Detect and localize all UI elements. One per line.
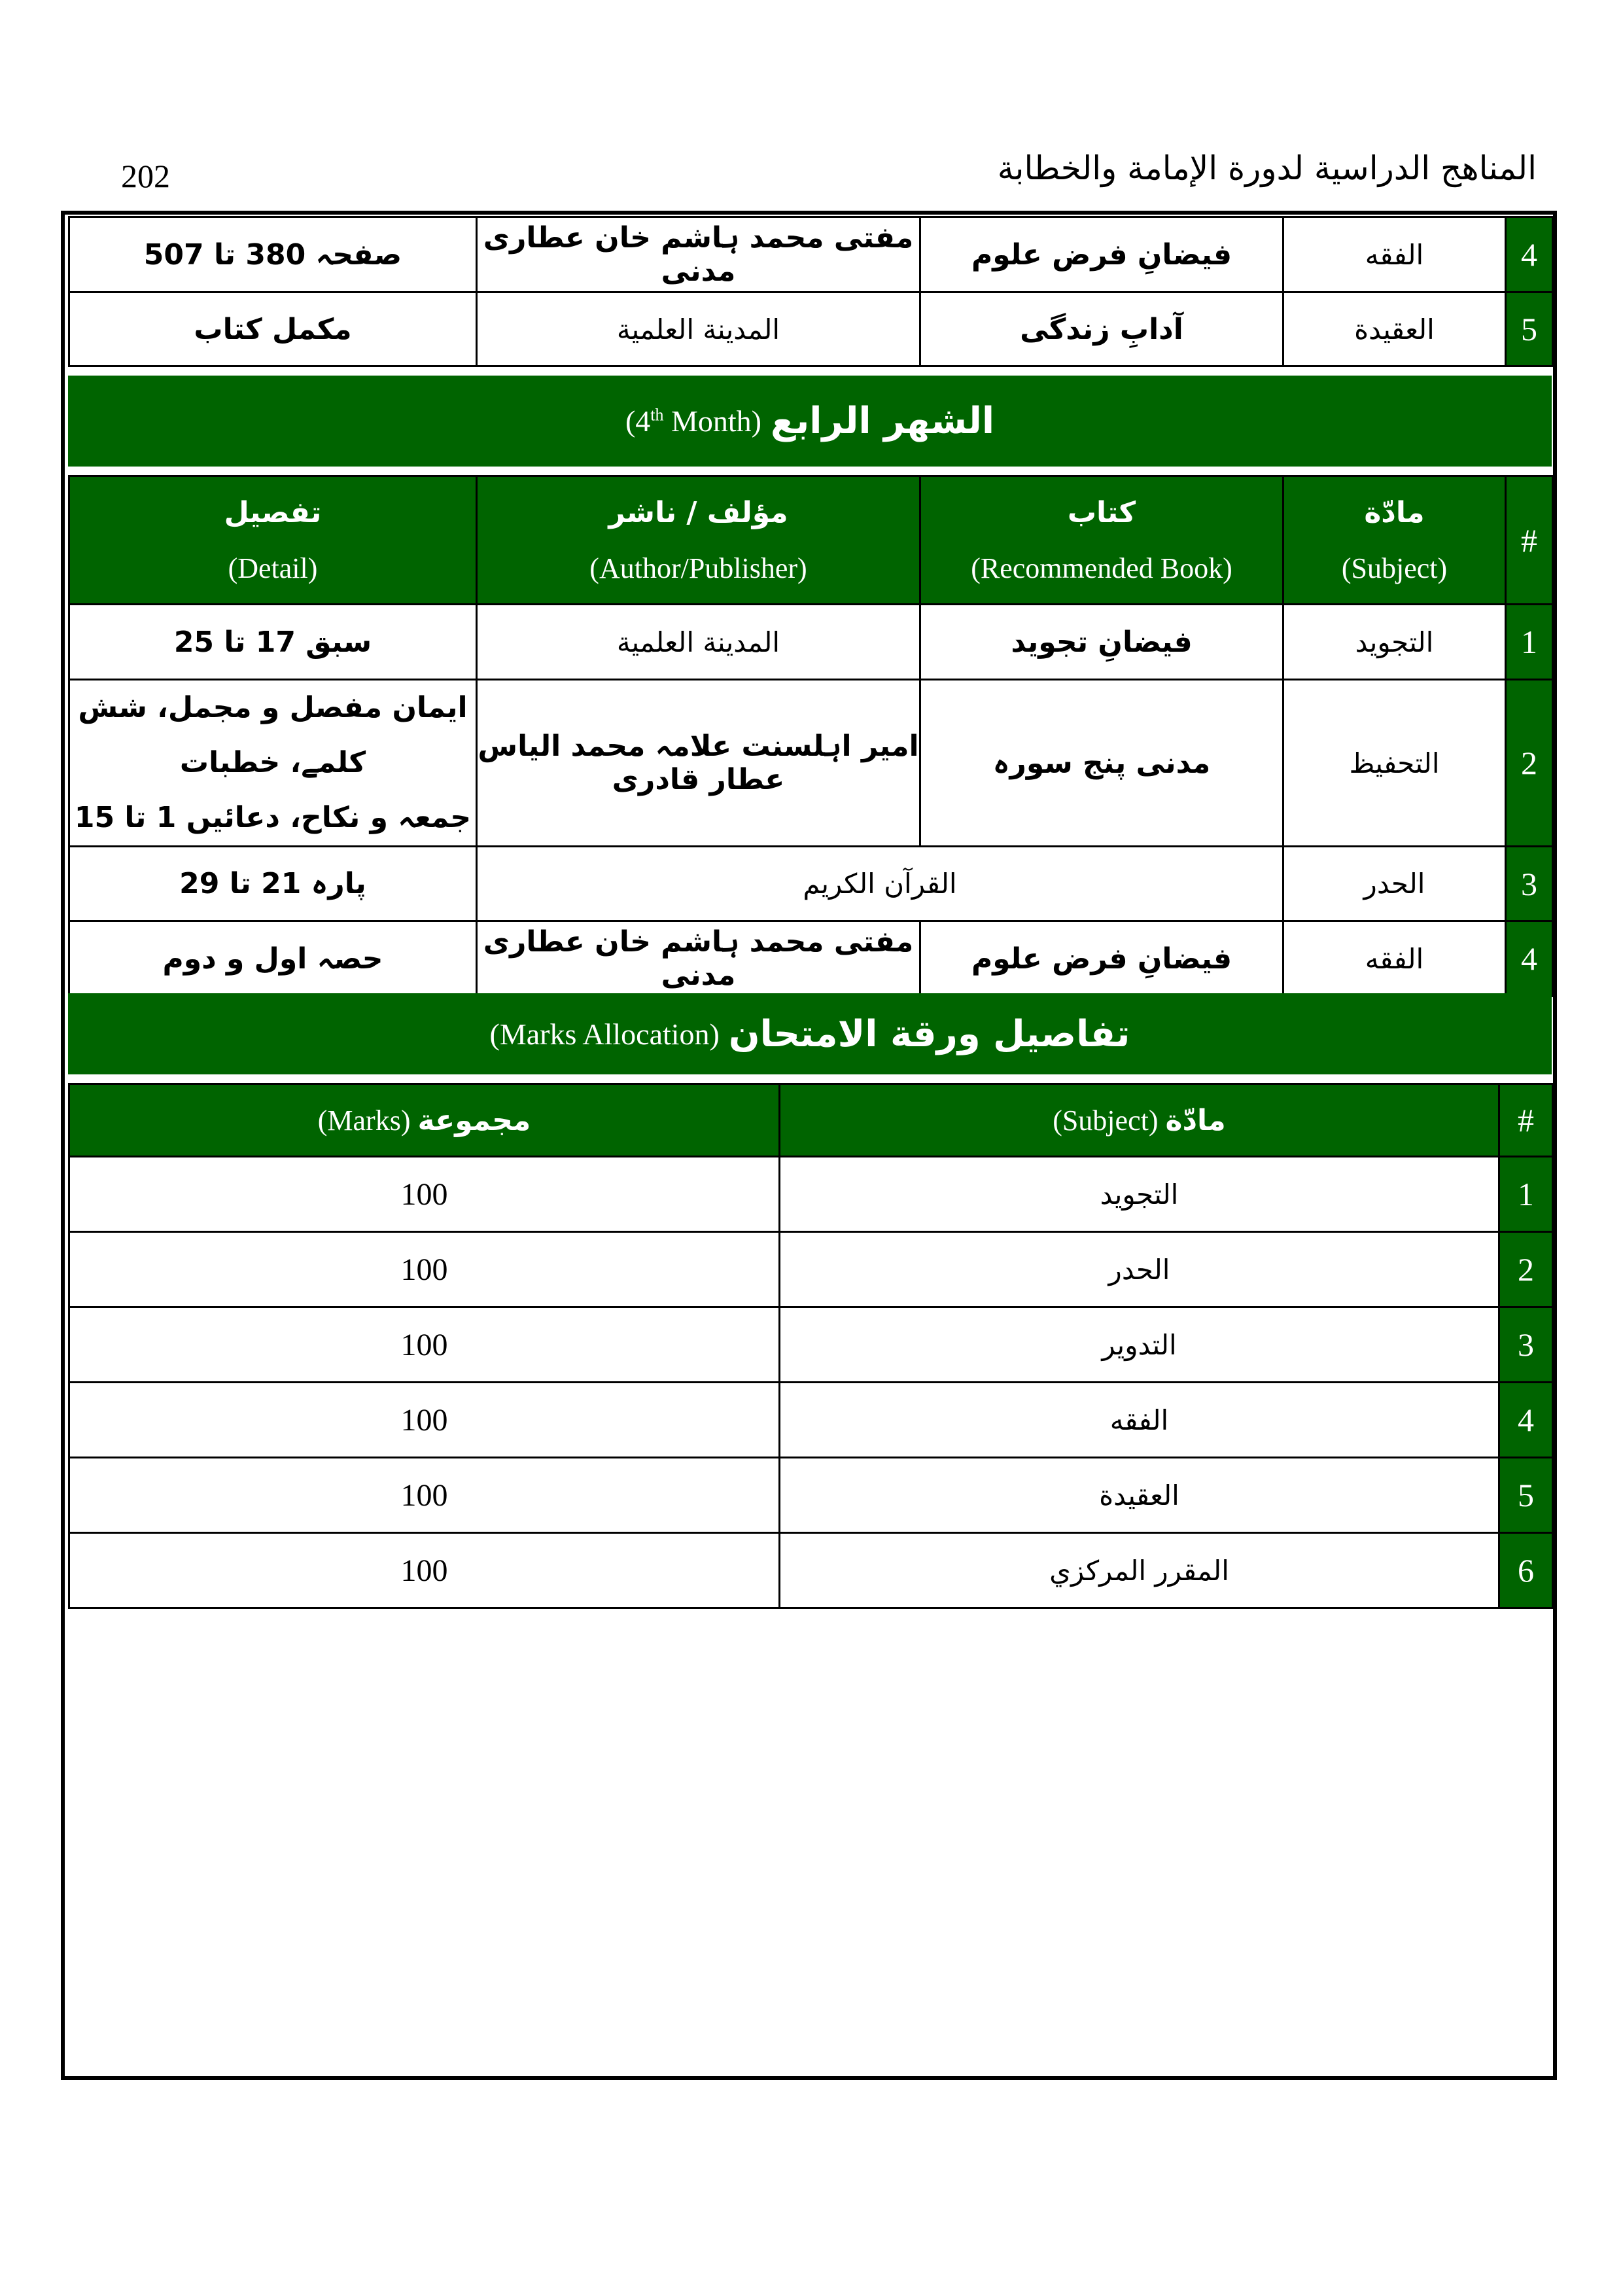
book-cell: مدنی پنج سورہ [920,680,1283,847]
marks-cell: 100 [69,1157,780,1232]
table-row [69,1232,1553,1307]
table-row [69,921,1553,997]
header-detail: تفصيل (Detail) [69,476,477,605]
subject-cell: العقيدة [780,1458,1499,1533]
table-row [69,680,1553,847]
subject-cell: الفقه [1283,217,1506,292]
book-cell: فیضانِ فرض علوم [920,217,1283,292]
book-author-merged-cell: القرآن الكريم [477,847,1283,921]
book-cell: فیضانِ تجوید [920,605,1283,680]
author-cell: مفتی محمد ہاشم خان عطاری مدنی [477,921,920,997]
marks-banner-arabic: تفاصيل ورقة الامتحان [728,1012,1130,1055]
table-row [69,292,1553,366]
subject-cell: العقيدة [1283,292,1506,366]
month-banner-english: (4th Month) [625,404,761,438]
month-banner-arabic: الشهر الرابع [771,400,995,442]
row-number: 5 [1499,1458,1553,1533]
author-cell: امیر اہلسنت علامہ محمد الیاس عطار قادری [477,680,920,847]
row-number: 3 [1499,1307,1553,1383]
table-row [69,1533,1553,1608]
marks-cell: 100 [69,1533,780,1608]
header-number: # [1499,1084,1553,1157]
header-row [69,476,1553,605]
subject-cell: الحدر [1283,847,1506,921]
page-number: 202 [121,158,170,194]
month4-table [68,475,1554,997]
author-cell: المدينة العلمية [477,292,920,366]
author-cell: مفتی محمد ہاشم خان عطاری مدنی [477,217,920,292]
detail-cell: مکمل کتاب [69,292,477,366]
header-author: مؤلف / ناشر (Author/Publisher) [477,476,920,605]
detail-line: جمعہ و نکاح، دعائیں 1 تا 15 [74,801,472,834]
running-head: المناهج الدراسية لدورة الإمامة والخطابة [997,149,1537,187]
row-number: 5 [1506,292,1553,366]
row-number: 2 [1506,680,1553,847]
table-row [69,1383,1553,1458]
detail-cell: پارہ 21 تا 29 [69,847,477,921]
header-book: كتاب (Recommended Book) [920,476,1283,605]
subject-cell: المقرر المركزي [780,1533,1499,1608]
detail-cell: حصہ اول و دوم [69,921,477,997]
marks-cell: 100 [69,1458,780,1533]
month-banner [68,376,1552,467]
header-marks: (Marks) مجموعة [69,1084,780,1157]
subject-cell: التجويد [1283,605,1506,680]
table-row [69,847,1553,921]
book-cell: فیضانِ فرض علوم [920,921,1283,997]
header-subject: مادّة (Subject) [1283,476,1506,605]
table-row [69,1458,1553,1533]
row-number: 2 [1499,1232,1553,1307]
marks-table [68,1083,1554,1609]
marks-banner [68,993,1552,1074]
marks-banner-english: (Marks Allocation) [489,1017,720,1051]
header-number: # [1506,476,1553,605]
detail-line: ایمان مفصل و مجمل، شش کلمے، خطبات [78,691,468,779]
subject-cell: الحدر [780,1232,1499,1307]
row-number: 4 [1506,921,1553,997]
subject-cell: التجويد [780,1157,1499,1232]
row-number: 3 [1506,847,1553,921]
marks-cell: 100 [69,1307,780,1383]
detail-cell: سبق 17 تا 25 [69,605,477,680]
table-row [69,605,1553,680]
table-row [69,1157,1553,1232]
subject-cell: التحفيظ [1283,680,1506,847]
marks-cell: 100 [69,1232,780,1307]
row-number: 1 [1499,1157,1553,1232]
header-subject: (Subject) مادّة [780,1084,1499,1157]
book-cell: آدابِ زندگی [920,292,1283,366]
row-number: 4 [1499,1383,1553,1458]
row-number: 1 [1506,605,1553,680]
marks-cell: 100 [69,1383,780,1458]
subject-cell: الفقه [1283,921,1506,997]
header-row [69,1084,1553,1157]
subject-cell: الفقه [780,1383,1499,1458]
table-row [69,217,1553,292]
author-cell: المدينة العلمية [477,605,920,680]
row-number: 6 [1499,1533,1553,1608]
row-number: 4 [1506,217,1553,292]
continued-table [68,216,1554,367]
subject-cell: التدوير [780,1307,1499,1383]
table-row [69,1307,1553,1383]
detail-cell [69,680,477,847]
detail-cell: صفحہ 380 تا 507 [69,217,477,292]
